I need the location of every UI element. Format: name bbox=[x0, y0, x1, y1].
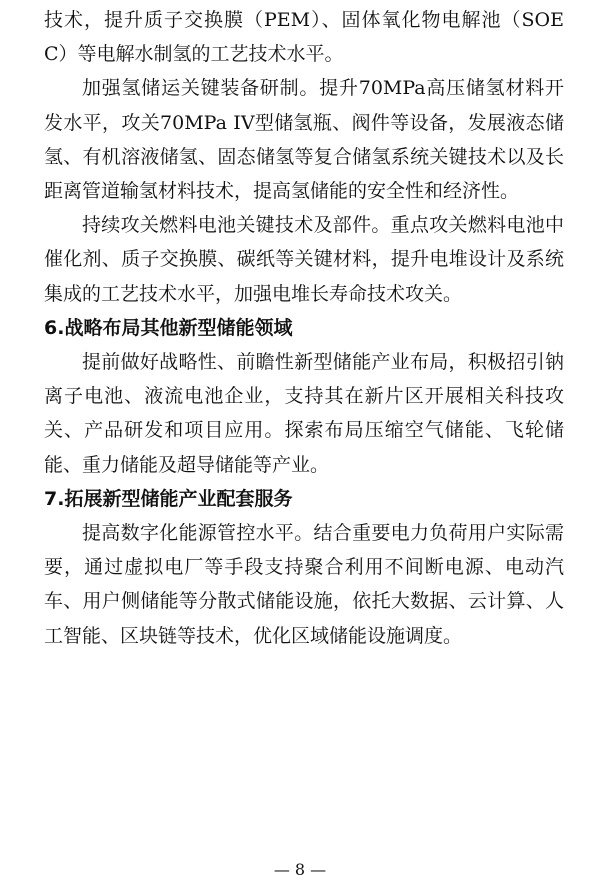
paragraph-hydrogen-storage: 加强氢储运关键装备研制。提升70MPa高压储氢材料开发水平，攻关70MPa IV型储氢瓶、阀件等设备，发展液态储氢、有机溶液储氢、固态储氢等复合储氢系统关键技术以及长距离管道输氢材料技术，提高氢储能的安全性和经济性。 bbox=[44, 77, 564, 203]
paragraph-continuation: 技术，提升质子交换膜（PEM）、固体氧化物电解池（SOEC）等电解水制氢的工艺技术水平。 bbox=[44, 9, 564, 66]
document-body bbox=[44, 3, 564, 653]
paragraph-strategic-layout: 提前做好战略性、前瞻性新型储能产业布局，积极招引钠离子电池、液流电池企业，支持其在新片区开展相关科技攻关、产品研发和项目应用。探索布局压缩空气储能、飞轮储能、重力储能及超导储能等产业。 bbox=[44, 351, 564, 476]
paragraph-fuel-cell: 持续攻关燃料电池关键技术及部件。重点攻关燃料电池中催化剂、质子交换膜、碳纸等关键材料，提升电堆设计及系统集成的工艺技术水平，加强电堆长寿命技术攻关。 bbox=[44, 214, 564, 305]
paragraph-digital-energy: 提高数字化能源管控水平。结合重要电力负荷用户实际需要，通过虚拟电厂等手段支持聚合利用不间断电源、电动汽车、用户侧储能等分散式储能设施，依托大数据、云计算、人工智能、区块链等技术，优化区域储能设施调度。 bbox=[44, 522, 564, 647]
section-heading-6: 6.战略布局其他新型储能领域 bbox=[44, 316, 293, 339]
section-heading-7: 7.拓展新型储能产业配套服务 bbox=[44, 487, 293, 510]
page-number: — 8 — bbox=[273, 860, 327, 879]
